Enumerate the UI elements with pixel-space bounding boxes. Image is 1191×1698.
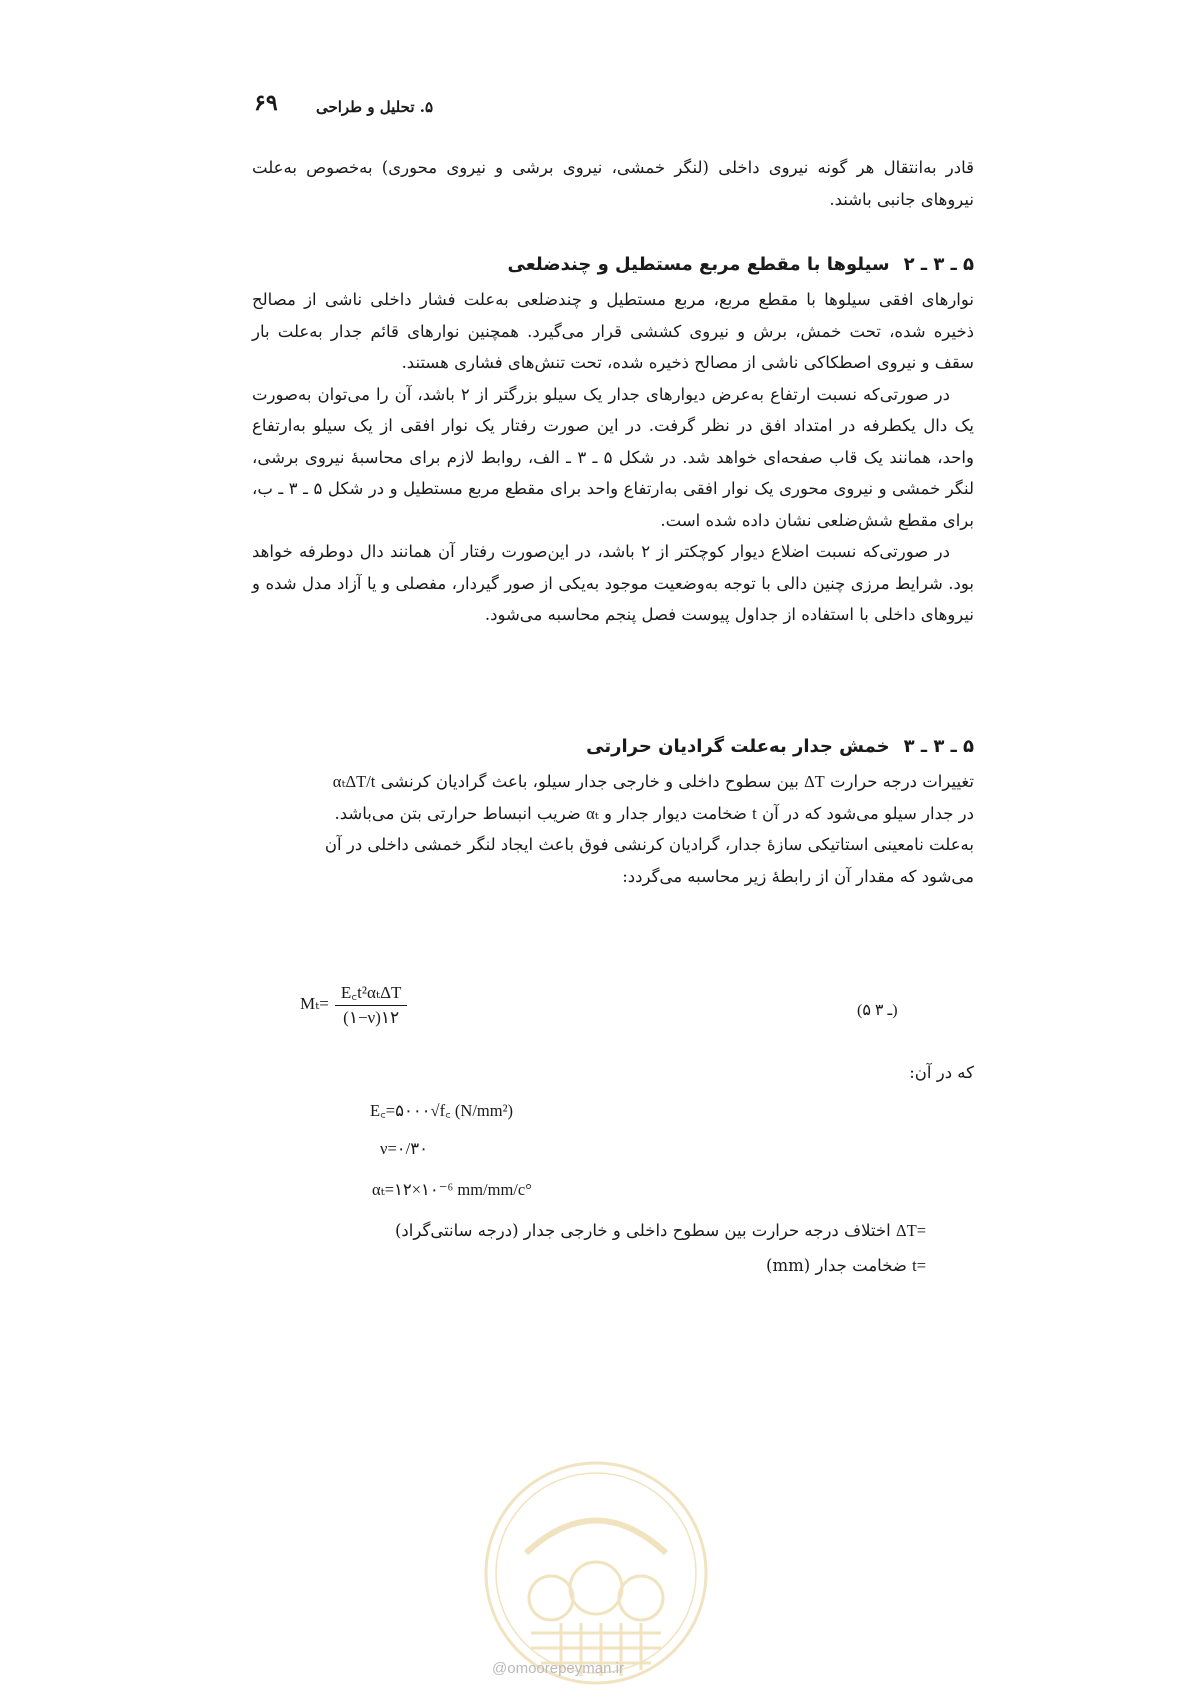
- equation-fraction: [335, 980, 408, 1028]
- strain-gradient-expr: αₜΔT/t: [332, 772, 376, 791]
- def-t-desc: ضخامت جدار (mm): [766, 1256, 907, 1275]
- t-symbol: t: [752, 803, 757, 823]
- section-1-body: [252, 284, 974, 631]
- def-delta-t-desc: اختلاف درجه حرارت بین سطوح داخلی و خارجی جدار (درجه سانتی‌گراد): [394, 1221, 891, 1240]
- section-1-paragraph-2: در صورتی‌که نسبت ارتفاع به‌عرض دیوارهای جدار یک سیلو بزرگتر از ۲ باشد، آن را می‌توان به‌صورت یک دال یکطرفه در امتداد افق در نظر گرفت. در این صورت رفتار یک نوار افقی از یک سیلو به‌ارتفاع واحد، همانند یک قاب صفحه‌ای خواهد شد. در شکل ۵ ـ ۳ ـ الف، روابط لازم برای محاسبهٔ نیروی برشی، لنگر خمشی و نیروی محوری یک نوار افقی به‌ارتفاع واحد برای مقطع مربع مستطیل و در شکل ۵ ـ ۳ ـ ب، برای مقطع شش‌ضلعی نشان داده شده است.: [252, 384, 975, 530]
- section-number-1: ۵ ـ ۳ ـ ۲: [903, 254, 974, 275]
- equation-denominator: (۱−ν)۱۲: [343, 1008, 400, 1027]
- section-1-paragraph-3: در صورتی‌که نسبت اضلاع دیوار کوچکتر از ۲ باشد، در این‌صورت رفتار آن همانند دال دوطرفه خواهد بود. شرایط مرزی چنین دالی با توجه به‌وضعیت موجود به‌یکی از صور گیردار، مفصلی و یا آزاد مدل شده و نیروهای داخلی با استفاده از جداول پیوست فصل پنجم محاسبه می‌شود.: [252, 542, 974, 624]
- equation-number: (۵ ـ ۳): [857, 1002, 898, 1019]
- def-delta-t: [395, 1221, 926, 1241]
- section-title-2: خمش جدار به‌علت گرادیان حرارتی: [586, 736, 890, 757]
- section-heading-2: [586, 736, 974, 757]
- delta-t-symbol: ΔT: [804, 772, 825, 791]
- page-number: ۶۹: [254, 90, 278, 116]
- def-alpha: αₜ=۱۲×۱۰⁻⁶ mm/mm/c°: [372, 1180, 532, 1199]
- equation-numerator: E꜀t²αₜΔT: [335, 980, 408, 1006]
- section-title-1: سیلوها با مقطع مربع مستطیل و چندضلعی: [507, 254, 890, 275]
- where-label: که در آن:: [909, 1063, 974, 1082]
- section-1-paragraph-1: نوارهای افقی سیلوها با مقطع مربع، مربع مستطیل و چندضلعی به‌علت فشار داخلی ناشی از مصالح ذخیره شده، تحت خمش، برش و نیروی کششی قرار می‌گیرد. همچنین نوارهای قائم جدار به‌علت بار سقف و نیروی اصطکاکی ناشی از مصالح ذخیره شده، تحت تنش‌های فشاری هستند.: [252, 290, 974, 372]
- def-ec: E꜀=۵۰۰۰√f꜀ (N/mm²): [370, 1101, 514, 1120]
- section-number-2: ۵ ـ ۳ ـ ۳: [903, 736, 974, 757]
- section-2-line-2: در جدار سیلو می‌شود که در آن t ضخامت دیوار جدار و αₜ ضریب انبساط حرارتی بتن می‌باشد.: [334, 803, 974, 823]
- section-2-line-4: می‌شود که مقدار آن از رابطهٔ زیر محاسبه می‌گردد:: [622, 866, 974, 886]
- section-2-line-3: به‌علت نامعینی استاتیکی سازهٔ جدار، گرادیان کرنشی فوق باعث ایجاد لنگر خمشی داخلی در آن: [324, 835, 974, 854]
- intro-paragraph: [252, 152, 974, 215]
- def-nu: ν=۰/۳۰: [380, 1139, 428, 1158]
- section-2-body: [252, 766, 974, 892]
- running-head: ۵. تحلیل و طراحی: [315, 98, 433, 116]
- section-heading-1: [507, 254, 974, 275]
- watermark-url: @omoorepeyman.ir: [492, 1660, 624, 1677]
- def-delta-t-symbol: ΔT=: [896, 1221, 926, 1240]
- def-t-symbol: t=: [912, 1256, 926, 1275]
- equation-5-3: [300, 980, 407, 1028]
- intro-text: قادر به‌انتقال هر گونه نیروی داخلی (لنگر خمشی، نیروی برشی و نیروی محوری) به‌خصوص به‌علت نیروهای جانبی باشند.: [252, 158, 974, 209]
- def-t: [766, 1256, 926, 1276]
- section-2-line-1: تغییرات درجه حرارت ΔT بین سطوح داخلی و خارجی جدار سیلو، باعث گرادیان کرنشی αₜΔT/t: [332, 772, 974, 791]
- alpha-symbol: αₜ: [586, 803, 599, 823]
- equation-lhs: Mₜ=: [300, 994, 329, 1013]
